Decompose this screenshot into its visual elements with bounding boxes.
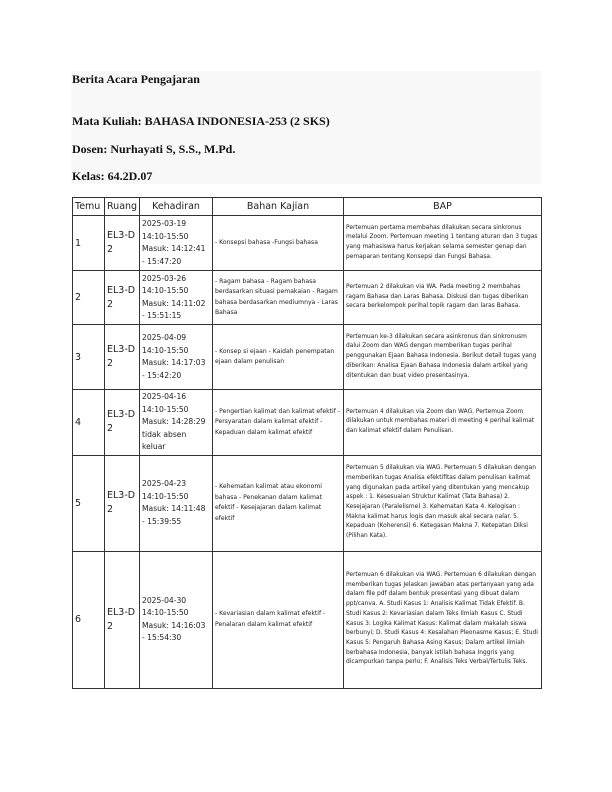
cell-bap: Pertemuan 5 dilakukan via WAG. Pertemuan 5 dilakukan dengan memberikan tugas Analisa efektifitas dalam penulisan kalimat yang digunakan pada artikel yang ditentukan yang mencakup aspek : 1. Kesesuaian Struktur Kalimat (Tata Bahasa) 2. Kesejajaran (Paralelisme) 3. Kehematan Kata 4. Kelogisan : Makna kalimat harus logis dan masuk akal secara nalar. 5. Kepaduan (Koherensi) 6. Ketegasan Makna 7. Ketepatan Diksi (Pilihan Kata). [344, 455, 542, 551]
cell-ruang: EL3-D2 [105, 390, 140, 456]
cell-bap: Pertemuan pertama membahas dilakukan secara sinkronus melalui Zoom. Pertemuan meeting 1 tentang aturan dan 3 tugas yang mahasiswa harus kerjakan selama semester genap dan pemaparan tentang Konsepsi dan Fungsi Bahasa. [344, 216, 542, 271]
cell-bahan-kajian: - Konsep si ejaan - Kaidah penempatan ejaan dalam penulisan [213, 325, 344, 390]
cell-kehadiran [140, 455, 213, 551]
cell-bahan-kajian: - Pengertian kalimat dan kalimat efektif - Persyaratan dalam kalimat efektif - Kepaduan dalam kalimat efektif [213, 390, 344, 456]
attendance-schedule: 2025-03-19 14:10-15:50 [142, 219, 189, 241]
attendance-masuk: Masuk: 14:16:03 - 15:54:30 [142, 620, 206, 642]
attendance-masuk: Masuk: 14:17:03 - 15:42:20 [142, 358, 206, 380]
cell-bahan-kajian: - Kehematan kalimat atau ekonomi bahasa - Penekanan dalam kalimat efektif - Kesejajaran dalam kalimat efektif [213, 455, 344, 551]
cell-bahan-kajian: - Kevariasian dalam kalimat efektif - Penalaran dalam kalimat efektif [213, 551, 344, 688]
table-row [73, 551, 542, 688]
cell-temu: 2 [73, 271, 105, 325]
cell-temu: 3 [73, 325, 105, 390]
cell-ruang: EL3-D2 [105, 325, 140, 390]
attendance-schedule: 2025-03-26 14:10-15:50 [142, 273, 189, 295]
cell-bap: Pertemuan ke-3 dilakukan secara asinkronus dan sinkronusm dalui Zoom dan WAG dengan memberikan tugas perihal penggunakan Ejaan Bahasa Indonesia. Berikut detail tugas yang diberikan: Analisa Ejaan Bahasa Indonesia dalam artikel yang ditentukan dan buat video presentasinya. [344, 325, 542, 390]
cell-temu: 1 [73, 216, 105, 271]
course-line: Mata Kuliah: BAHASA INDONESIA-253 (2 SKS) [72, 114, 330, 128]
cell-bahan-kajian: - Konsepsi bahasa -Fungsi bahasa [213, 216, 344, 271]
table-row [73, 216, 542, 271]
table-header-row [73, 198, 542, 216]
cell-kehadiran [140, 551, 213, 688]
attendance-masuk: Masuk: 14:11:48 - 15:39:55 [142, 504, 206, 526]
table-row [73, 455, 542, 551]
attendance-schedule: 2025-04-16 14:10-15:50 [142, 392, 189, 414]
attendance-schedule: 2025-04-23 14:10-15:50 [142, 479, 189, 501]
header-bap: BAP [344, 198, 542, 216]
cell-temu: 4 [73, 390, 105, 456]
cell-ruang: EL3-D2 [105, 455, 140, 551]
cell-bap: Pertemuan 6 dilakukan via WAG. Pertemuan 6 dilakukan dengan memberikan tugas Jelaskan jawaban atas pertanyaan yang ada dalam file pdf dalam bentuk presentasi yang dibuat dalam ppt/canva. A. Studi Kasus 1: Analisis Kalimat Tidak Efektif. B. Studi Kasus 2: Kevariasian dalam Teks Ilmiah Kasus C. Studi Kasus 3: Logika Kalimat Kasus: Kalimat dalam makalah siswa berbunyi; D. Studi Kasus 4: Kesalahan Pleonasme Kasus; E. Studi Kasus 5: Pengaruh Bahasa Asing Kasus: Dalam artikel ilmiah berbahasa Indonesia, banyak istilah bahasa Inggris yang dicampurkan tanpa perlu; F. Analisis Teks Verbal/Tertulis Teks. [344, 551, 542, 688]
attendance-masuk: Masuk: 14:11:02 - 15:51:15 [142, 298, 206, 320]
cell-bap: Pertemuan 4 dilakukan via Zoom dan WAG. Pertemua Zoom dilakukan untuk membahas materi di meeting 4 perihal kalimat dan kalimat efektif dalam Penulisan. [344, 390, 542, 456]
cell-kehadiran [140, 390, 213, 456]
header-ruang: Ruang [105, 198, 140, 216]
cell-ruang: EL3-D2 [105, 216, 140, 271]
table-row [73, 390, 542, 456]
teaching-record-table [72, 197, 542, 689]
cell-kehadiran [140, 325, 213, 390]
cell-ruang: EL3-D2 [105, 271, 140, 325]
attendance-schedule: 2025-04-30 14:10-15:50 [142, 595, 189, 617]
class-line: Kelas: 64.2D.07 [72, 169, 153, 183]
cell-bap: Pertemuan 2 dilakukan via WA. Pada meeting 2 membahas ragam Bahasa dan Laras Bahasa. Diskusi dan tugas diberikan secara berkelompok perihal topik ragam dan laras Bahasa. [344, 271, 542, 325]
attendance-schedule: 2025-04-09 14:10-15:50 [142, 333, 189, 355]
table-row [73, 325, 542, 390]
cell-bahan-kajian: - Ragam bahasa - Ragam bahasa berdasarkan situasi pemakaian - Ragam bahasa berdasarkan mediumnya - Laras Bahasa [213, 271, 344, 325]
cell-kehadiran [140, 216, 213, 271]
document-title: Berita Acara Pengajaran [72, 72, 200, 86]
cell-ruang: EL3-D2 [105, 551, 140, 688]
attendance-masuk: Masuk: 14:28:29 [142, 417, 206, 426]
attendance-masuk: Masuk: 14:12:41 - 15:47:20 [142, 244, 206, 266]
cell-temu: 6 [73, 551, 105, 688]
table-row [73, 271, 542, 325]
header-kehadiran: Kehadiran [140, 198, 213, 216]
cell-temu: 5 [73, 455, 105, 551]
lecturer-line: Dosen: Nurhayati S, S.S., M.Pd. [72, 142, 236, 156]
cell-kehadiran [140, 271, 213, 325]
header-bahan-kajian: Bahan Kajian [213, 198, 344, 216]
header-temu: Temu [73, 198, 105, 216]
attendance-note: tidak absen keluar [142, 429, 187, 451]
